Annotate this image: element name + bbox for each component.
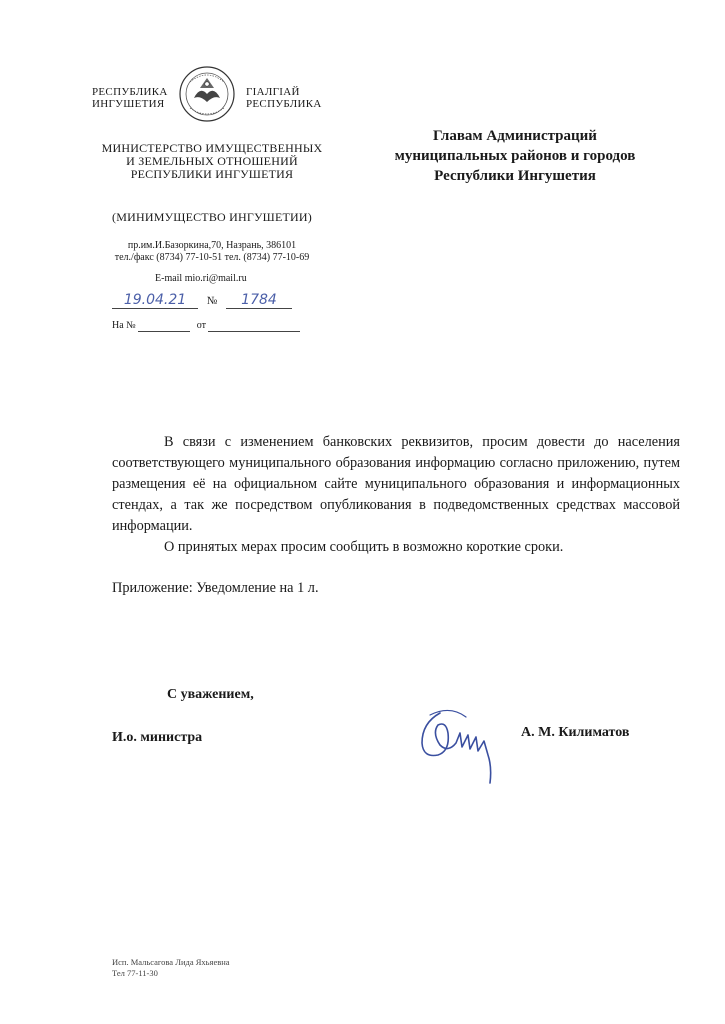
ministry-line3: РЕСПУБЛИКИ ИНГУШЕТИЯ <box>130 167 294 181</box>
ministry-contacts <box>80 240 344 263</box>
ref-from-label: от <box>196 320 206 331</box>
addressee-line2: муниципальных районов и городов <box>394 148 636 164</box>
ministry-abbreviation: (МИНИМУЩЕСТВО ИНГУШЕТИИ) <box>112 210 312 224</box>
header-right <box>246 86 322 110</box>
letter-body <box>112 432 680 558</box>
reference-line <box>112 320 300 332</box>
registration-number: 1784 <box>226 292 292 309</box>
body-paragraph-2: О принятых мерах просим сообщить в возможно короткие сроки. <box>164 539 564 555</box>
ministry-line1: МИНИСТЕРСТВО ИМУЩЕСТВЕННЫХ <box>101 141 323 155</box>
signatory-position: И.о. министра <box>112 730 203 745</box>
body-paragraph-1: В связи с изменением банковских реквизитов, просим довести до населения соответствующего муниципального образования информацию согласно приложению, путем размещения её на официальном сайте муниципального образования и информационных стендах, а так же посредством опубликования в подведомственных средствах массовой информации. <box>112 434 680 534</box>
header-left-line2: ИНГУШЕТИЯ <box>92 98 165 110</box>
closing-regards: С уважением, <box>167 687 254 702</box>
signatory-name: А. М. Килиматов <box>521 725 630 740</box>
attachment-note: Приложение: Уведомление на 1 л. <box>112 580 319 596</box>
ministry-phones: тел./факс (8734) 77-10-51 тел. (8734) 77-10-69 <box>114 251 310 263</box>
addressee-line1: Главам Администраций <box>433 128 597 144</box>
ministry-email: E-mail mio.ri@mail.ru <box>155 273 247 284</box>
executor-phone: Тел 77-11-30 <box>112 968 158 978</box>
ministry-address: пр.им.И.Базоркина,70, Назрань, 386101 <box>127 240 297 251</box>
registration-line <box>112 292 292 309</box>
ministry-line2: И ЗЕМЕЛЬНЫХ ОТНОШЕНИЙ <box>126 154 298 168</box>
ref-no-blank <box>138 320 190 332</box>
ref-no-label: На № <box>112 320 136 331</box>
addressee-block <box>370 126 660 186</box>
coat-of-arms-icon <box>176 64 238 124</box>
header-left-line1: РЕСПУБЛИКА <box>92 86 168 98</box>
ministry-name <box>80 142 344 181</box>
handwritten-signature <box>410 703 510 793</box>
header-left <box>92 86 168 110</box>
header-right-line2: РЕСПУБЛИКА <box>246 98 322 110</box>
executor-name: Исп. Мальсагова Лида Яхьяевна <box>112 957 230 967</box>
registration-date: 19.04.21 <box>112 292 198 309</box>
header-right-line1: ГІАЛГІАЙ <box>246 86 300 98</box>
addressee-line3: Республики Ингушетия <box>434 168 596 184</box>
ref-from-blank <box>208 320 300 332</box>
executor-footer <box>112 957 230 979</box>
registration-no-label: № <box>206 295 218 307</box>
